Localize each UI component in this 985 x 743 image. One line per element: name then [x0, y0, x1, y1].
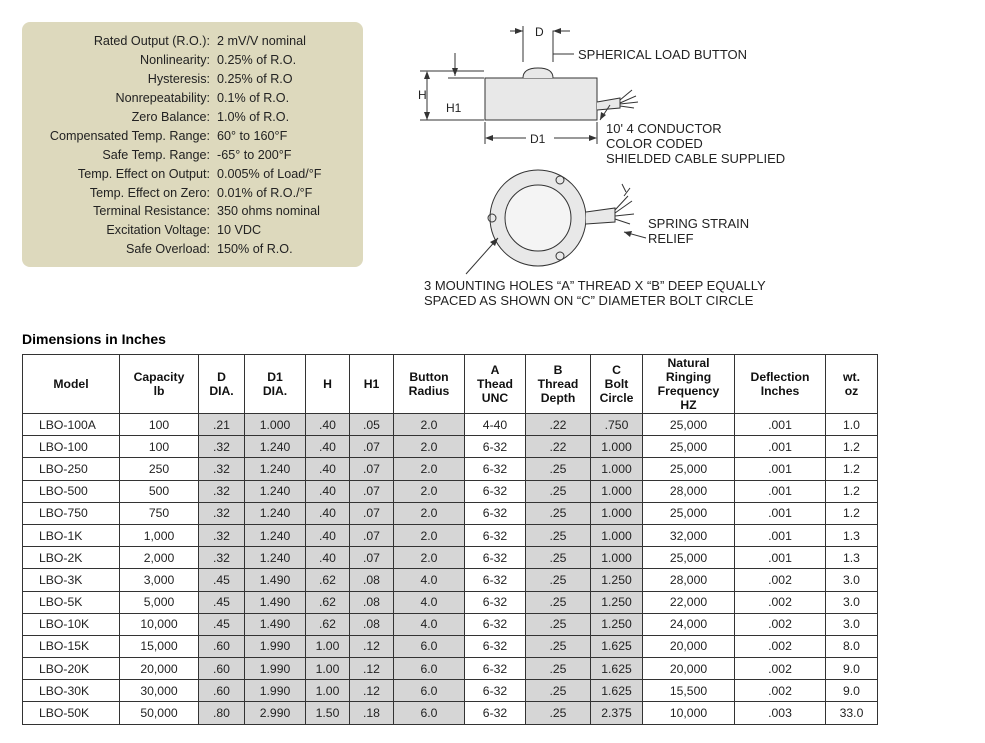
spec-value: 10 VDC — [217, 223, 262, 238]
table-cell: 100 — [120, 436, 199, 458]
table-cell: 1.2 — [826, 436, 878, 458]
table-cell: .25 — [526, 591, 591, 613]
table-row — [23, 458, 878, 480]
table-cell: 25,000 — [643, 458, 735, 480]
label-holes-line-1: 3 MOUNTING HOLES “A” THREAD X “B” DEEP EQUALLY — [424, 278, 766, 293]
table-cell: .001 — [735, 547, 826, 569]
spherical-load-button — [523, 68, 553, 78]
table-cell: .40 — [306, 414, 350, 436]
column-header — [394, 355, 465, 414]
table-cell: 1.3 — [826, 524, 878, 546]
spec-row — [22, 145, 363, 164]
table-cell: 6.0 — [394, 702, 465, 724]
column-header-line: oz — [844, 384, 859, 398]
table-cell: .32 — [199, 458, 245, 480]
table-cell: .40 — [306, 524, 350, 546]
table-cell: 9.0 — [826, 658, 878, 680]
table-cell: 24,000 — [643, 613, 735, 635]
table-cell: 1.000 — [591, 547, 643, 569]
table-cell: .40 — [306, 547, 350, 569]
column-header-line: H — [323, 377, 332, 391]
table-cell: 2.0 — [394, 524, 465, 546]
table-cell: 6-32 — [465, 547, 526, 569]
label-d: D — [535, 25, 544, 39]
table-cell: 6-32 — [465, 658, 526, 680]
table-cell: .60 — [199, 680, 245, 702]
table-cell: 1.990 — [245, 658, 306, 680]
table-cell: 1.250 — [591, 591, 643, 613]
table-cell: .07 — [350, 502, 394, 524]
table-cell: 20,000 — [120, 658, 199, 680]
spec-row — [22, 221, 363, 240]
table-cell: 2.375 — [591, 702, 643, 724]
table-cell: .40 — [306, 436, 350, 458]
column-header-line: Bolt — [604, 377, 629, 391]
table-cell: 6-32 — [465, 680, 526, 702]
table-cell: .12 — [350, 680, 394, 702]
table-cell: 1.250 — [591, 569, 643, 591]
table-cell: 6-32 — [465, 436, 526, 458]
column-header — [735, 355, 826, 414]
model-cell: LBO-30K — [23, 680, 120, 702]
column-header-line: Inches — [760, 384, 800, 398]
table-cell: .07 — [350, 480, 394, 502]
table-cell: 2.0 — [394, 480, 465, 502]
table-cell: .07 — [350, 547, 394, 569]
table-cell: 25,000 — [643, 547, 735, 569]
model-cell: LBO-3K — [23, 569, 120, 591]
load-cell-diagram — [410, 18, 850, 318]
table-cell: 3.0 — [826, 569, 878, 591]
table-cell: 1.490 — [245, 569, 306, 591]
column-header — [245, 355, 306, 414]
table-cell: 1.240 — [245, 458, 306, 480]
table-cell: 6-32 — [465, 458, 526, 480]
column-header-line: Deflection — [750, 370, 810, 384]
spec-value: 150% of R.O. — [217, 242, 293, 257]
column-header-line: UNC — [481, 391, 509, 405]
spec-row — [22, 126, 363, 145]
table-cell: 1.990 — [245, 635, 306, 657]
table-cell: 2.0 — [394, 436, 465, 458]
table-cell: 1.2 — [826, 502, 878, 524]
table-cell: 2.0 — [394, 414, 465, 436]
table-cell: .12 — [350, 658, 394, 680]
table-row — [23, 569, 878, 591]
column-header — [350, 355, 394, 414]
label-relief-line-2: RELIEF — [648, 231, 694, 246]
table-cell: .05 — [350, 414, 394, 436]
column-header-line: Radius — [408, 384, 450, 398]
table-cell: .002 — [735, 635, 826, 657]
table-cell: 2.990 — [245, 702, 306, 724]
table-cell: 4.0 — [394, 569, 465, 591]
table-cell: .60 — [199, 658, 245, 680]
table-row — [23, 702, 878, 724]
table-cell: .32 — [199, 436, 245, 458]
table-cell: 33.0 — [826, 702, 878, 724]
table-cell: .32 — [199, 547, 245, 569]
column-header-line: lb — [153, 384, 165, 398]
table-cell: .08 — [350, 569, 394, 591]
table-cell: 50,000 — [120, 702, 199, 724]
column-header-line: Circle — [599, 391, 634, 405]
table-cell: 250 — [120, 458, 199, 480]
table-cell: 8.0 — [826, 635, 878, 657]
model-cell: LBO-750 — [23, 502, 120, 524]
label-cable-line-1: 10' 4 CONDUCTOR — [606, 121, 722, 136]
table-cell: .001 — [735, 524, 826, 546]
table-cell: 6-32 — [465, 480, 526, 502]
column-header — [526, 355, 591, 414]
table-cell: .62 — [306, 569, 350, 591]
table-cell: 1.3 — [826, 547, 878, 569]
spec-label: Temp. Effect on Zero: — [89, 185, 210, 200]
table-cell: .62 — [306, 613, 350, 635]
table-cell: 6.0 — [394, 658, 465, 680]
label-cable-line-2: COLOR CODED — [606, 136, 703, 151]
dimensions-header-row — [23, 355, 878, 414]
table-cell: 25,000 — [643, 414, 735, 436]
spec-label: Compensated Temp. Range: — [49, 128, 210, 143]
table-cell: 1.240 — [245, 480, 306, 502]
table-cell: 32,000 — [643, 524, 735, 546]
table-cell: .25 — [526, 458, 591, 480]
table-cell: 1.2 — [826, 458, 878, 480]
table-cell: 28,000 — [643, 480, 735, 502]
spec-label: Hysteresis: — [147, 72, 210, 87]
label-cable-line-3: SHIELDED CABLE SUPPLIED — [606, 151, 786, 166]
column-header — [465, 355, 526, 414]
spec-row — [22, 108, 363, 127]
spec-row — [22, 70, 363, 89]
label-d1: D1 — [530, 132, 546, 146]
column-header — [643, 355, 735, 414]
column-header-line: Capacity — [133, 370, 185, 384]
table-cell: .21 — [199, 414, 245, 436]
table-cell: .12 — [350, 635, 394, 657]
table-cell: .32 — [199, 502, 245, 524]
table-cell: .25 — [526, 658, 591, 680]
table-cell: 6.0 — [394, 680, 465, 702]
table-cell: .002 — [735, 658, 826, 680]
column-header-line: HZ — [680, 398, 697, 412]
model-cell: LBO-10K — [23, 613, 120, 635]
spec-label: Terminal Resistance: — [93, 204, 210, 219]
table-cell: 100 — [120, 414, 199, 436]
table-cell: 1.250 — [591, 613, 643, 635]
table-cell: 1.240 — [245, 502, 306, 524]
table-cell: .002 — [735, 680, 826, 702]
table-cell: 1.000 — [591, 480, 643, 502]
table-cell: .40 — [306, 480, 350, 502]
table-cell: .18 — [350, 702, 394, 724]
column-header — [120, 355, 199, 414]
column-header-line: Model — [53, 377, 89, 391]
table-cell: 1.490 — [245, 613, 306, 635]
table-cell: 500 — [120, 480, 199, 502]
table-cell: .25 — [526, 480, 591, 502]
spec-value: 0.005% of Load/°F — [217, 166, 322, 181]
table-cell: 1.00 — [306, 658, 350, 680]
table-cell: 1.00 — [306, 635, 350, 657]
table-cell: 30,000 — [120, 680, 199, 702]
table-cell: 22,000 — [643, 591, 735, 613]
spec-value: 0.01% of R.O./°F — [217, 185, 313, 200]
spec-label: Safe Temp. Range: — [102, 147, 210, 162]
table-cell: .40 — [306, 458, 350, 480]
dimensions-title: Dimensions in Inches — [22, 331, 166, 347]
column-header-line: Ringing — [665, 370, 712, 384]
model-cell: LBO-50K — [23, 702, 120, 724]
table-cell: .80 — [199, 702, 245, 724]
table-cell: .32 — [199, 480, 245, 502]
table-cell: .25 — [526, 635, 591, 657]
table-cell: 5,000 — [120, 591, 199, 613]
table-row — [23, 613, 878, 635]
spec-label: Rated Output (R.O.): — [93, 34, 210, 49]
table-cell: .22 — [526, 436, 591, 458]
specifications-panel — [22, 22, 363, 267]
column-header — [306, 355, 350, 414]
table-cell: 1.2 — [826, 480, 878, 502]
table-cell: 1.50 — [306, 702, 350, 724]
spec-label: Safe Overload: — [125, 242, 210, 257]
spec-label: Zero Balance: — [131, 110, 210, 124]
table-row — [23, 436, 878, 458]
spec-value: 60° to 160°F — [217, 128, 288, 143]
table-cell: 20,000 — [643, 658, 735, 680]
table-cell: .60 — [199, 635, 245, 657]
spec-value: 0.25% of R.O. — [217, 53, 297, 68]
table-cell: .07 — [350, 524, 394, 546]
table-cell: .001 — [735, 458, 826, 480]
label-h: H — [418, 88, 427, 102]
table-cell: .07 — [350, 436, 394, 458]
table-row — [23, 635, 878, 657]
model-cell: LBO-100A — [23, 414, 120, 436]
spec-label: Nonrepeatability: — [115, 91, 210, 106]
spec-row — [22, 89, 363, 108]
spec-label: Excitation Voltage: — [106, 223, 210, 238]
table-cell: 1.000 — [245, 414, 306, 436]
table-cell: 4.0 — [394, 591, 465, 613]
spec-label: Temp. Effect on Output: — [77, 166, 210, 181]
table-row — [23, 480, 878, 502]
spec-row — [22, 202, 363, 221]
spec-row — [22, 164, 363, 183]
label-h1: H1 — [446, 101, 462, 115]
table-cell: 2,000 — [120, 547, 199, 569]
column-header-line: DIA. — [262, 384, 288, 398]
spec-row — [22, 183, 363, 202]
table-cell: 10,000 — [120, 613, 199, 635]
table-cell: 6-32 — [465, 591, 526, 613]
table-cell: .001 — [735, 436, 826, 458]
table-cell: 4.0 — [394, 613, 465, 635]
table-cell: .25 — [526, 702, 591, 724]
table-cell: 20,000 — [643, 635, 735, 657]
table-cell: 1.0 — [826, 414, 878, 436]
column-header — [199, 355, 245, 414]
table-cell: 1.625 — [591, 658, 643, 680]
table-cell: .002 — [735, 569, 826, 591]
table-cell: 2.0 — [394, 547, 465, 569]
model-cell: LBO-15K — [23, 635, 120, 657]
table-cell: .25 — [526, 569, 591, 591]
table-cell: 3,000 — [120, 569, 199, 591]
table-row — [23, 524, 878, 546]
spec-value: 2 mV/V nominal — [217, 34, 306, 49]
spec-label: Nonlinearity: — [140, 53, 210, 68]
column-header-line: B — [553, 363, 563, 377]
table-cell: 1.240 — [245, 436, 306, 458]
table-cell: 28,000 — [643, 569, 735, 591]
table-cell: .07 — [350, 458, 394, 480]
table-row — [23, 547, 878, 569]
model-cell: LBO-5K — [23, 591, 120, 613]
table-cell: 25,000 — [643, 502, 735, 524]
table-cell: .25 — [526, 524, 591, 546]
table-cell: 1.000 — [591, 502, 643, 524]
spec-row — [22, 240, 363, 259]
column-header-line: DIA. — [209, 384, 234, 398]
table-row — [23, 680, 878, 702]
label-holes-line-2: SPACED AS SHOWN ON “C” DIAMETER BOLT CIRCLE — [424, 293, 754, 308]
column-header — [591, 355, 643, 414]
table-cell: 6-32 — [465, 702, 526, 724]
model-cell: LBO-500 — [23, 480, 120, 502]
model-cell: LBO-1K — [23, 524, 120, 546]
column-header — [826, 355, 878, 414]
table-cell: 6-32 — [465, 635, 526, 657]
label-relief-line-1: SPRING STRAIN — [648, 216, 750, 231]
table-cell: .08 — [350, 591, 394, 613]
table-cell: 6.0 — [394, 635, 465, 657]
table-cell: 1.490 — [245, 591, 306, 613]
load-cell-side-body — [485, 78, 597, 120]
table-cell: .45 — [199, 569, 245, 591]
table-cell: .25 — [526, 502, 591, 524]
table-cell: 15,000 — [120, 635, 199, 657]
table-cell: 750 — [120, 502, 199, 524]
table-cell: .750 — [591, 414, 643, 436]
table-cell: .45 — [199, 613, 245, 635]
table-cell: 2.0 — [394, 458, 465, 480]
spec-value: 350 ohms nominal — [217, 204, 320, 219]
table-cell: 1.000 — [591, 436, 643, 458]
column-header-line: Natural — [667, 356, 710, 370]
table-cell: 3.0 — [826, 613, 878, 635]
column-header — [23, 355, 120, 414]
column-header-line: Button — [409, 370, 449, 384]
table-cell: .62 — [306, 591, 350, 613]
table-cell: .001 — [735, 480, 826, 502]
spec-row — [22, 51, 363, 70]
table-row — [23, 414, 878, 436]
column-header-line: D — [217, 370, 226, 384]
table-row — [23, 591, 878, 613]
table-cell: .08 — [350, 613, 394, 635]
table-cell: 10,000 — [643, 702, 735, 724]
table-cell: .40 — [306, 502, 350, 524]
spec-value: 0.1% of R.O. — [217, 91, 290, 106]
table-cell: 1.240 — [245, 524, 306, 546]
table-cell: .001 — [735, 414, 826, 436]
column-header-line: D1 — [267, 370, 283, 384]
column-header-line: A — [490, 363, 500, 377]
table-cell: 1.000 — [591, 524, 643, 546]
column-header-line: Frequency — [657, 384, 720, 398]
table-cell: .25 — [526, 680, 591, 702]
table-cell: 1,000 — [120, 524, 199, 546]
table-cell: 1.240 — [245, 547, 306, 569]
table-cell: .002 — [735, 591, 826, 613]
spec-row — [22, 32, 363, 51]
column-header-line: Thread — [537, 377, 579, 391]
table-cell: .003 — [735, 702, 826, 724]
table-cell: 6-32 — [465, 613, 526, 635]
column-header-line: H1 — [363, 377, 380, 391]
table-cell: 1.000 — [591, 458, 643, 480]
table-cell: .001 — [735, 502, 826, 524]
column-header-line: C — [612, 363, 621, 377]
table-cell: 4-40 — [465, 414, 526, 436]
dimensions-body — [23, 414, 878, 725]
spec-value: 1.0% of R.O. — [217, 110, 290, 124]
table-cell: 1.00 — [306, 680, 350, 702]
model-cell: LBO-2K — [23, 547, 120, 569]
table-cell: .002 — [735, 613, 826, 635]
table-cell: 9.0 — [826, 680, 878, 702]
model-cell: LBO-250 — [23, 458, 120, 480]
table-cell: 6-32 — [465, 502, 526, 524]
spec-value: -65° to 200°F — [217, 147, 292, 162]
column-header-line: Thead — [477, 377, 513, 391]
table-cell: .25 — [526, 613, 591, 635]
label-load-button: SPHERICAL LOAD BUTTON — [578, 47, 748, 62]
table-row — [23, 658, 878, 680]
dimensions-table — [22, 354, 878, 725]
table-cell: 15,500 — [643, 680, 735, 702]
table-cell: 25,000 — [643, 436, 735, 458]
table-cell: 2.0 — [394, 502, 465, 524]
table-row — [23, 502, 878, 524]
model-cell: LBO-100 — [23, 436, 120, 458]
table-cell: .22 — [526, 414, 591, 436]
column-header-line: wt. — [843, 370, 860, 384]
table-cell: 1.990 — [245, 680, 306, 702]
table-cell: 6-32 — [465, 524, 526, 546]
table-cell: .25 — [526, 547, 591, 569]
table-cell: .45 — [199, 591, 245, 613]
spec-value: 0.25% of R.O — [217, 72, 293, 87]
table-cell: 1.625 — [591, 680, 643, 702]
model-cell: LBO-20K — [23, 658, 120, 680]
table-cell: .32 — [199, 524, 245, 546]
table-cell: 3.0 — [826, 591, 878, 613]
table-cell: 1.625 — [591, 635, 643, 657]
column-header-line: Depth — [540, 391, 576, 405]
table-cell: 6-32 — [465, 569, 526, 591]
